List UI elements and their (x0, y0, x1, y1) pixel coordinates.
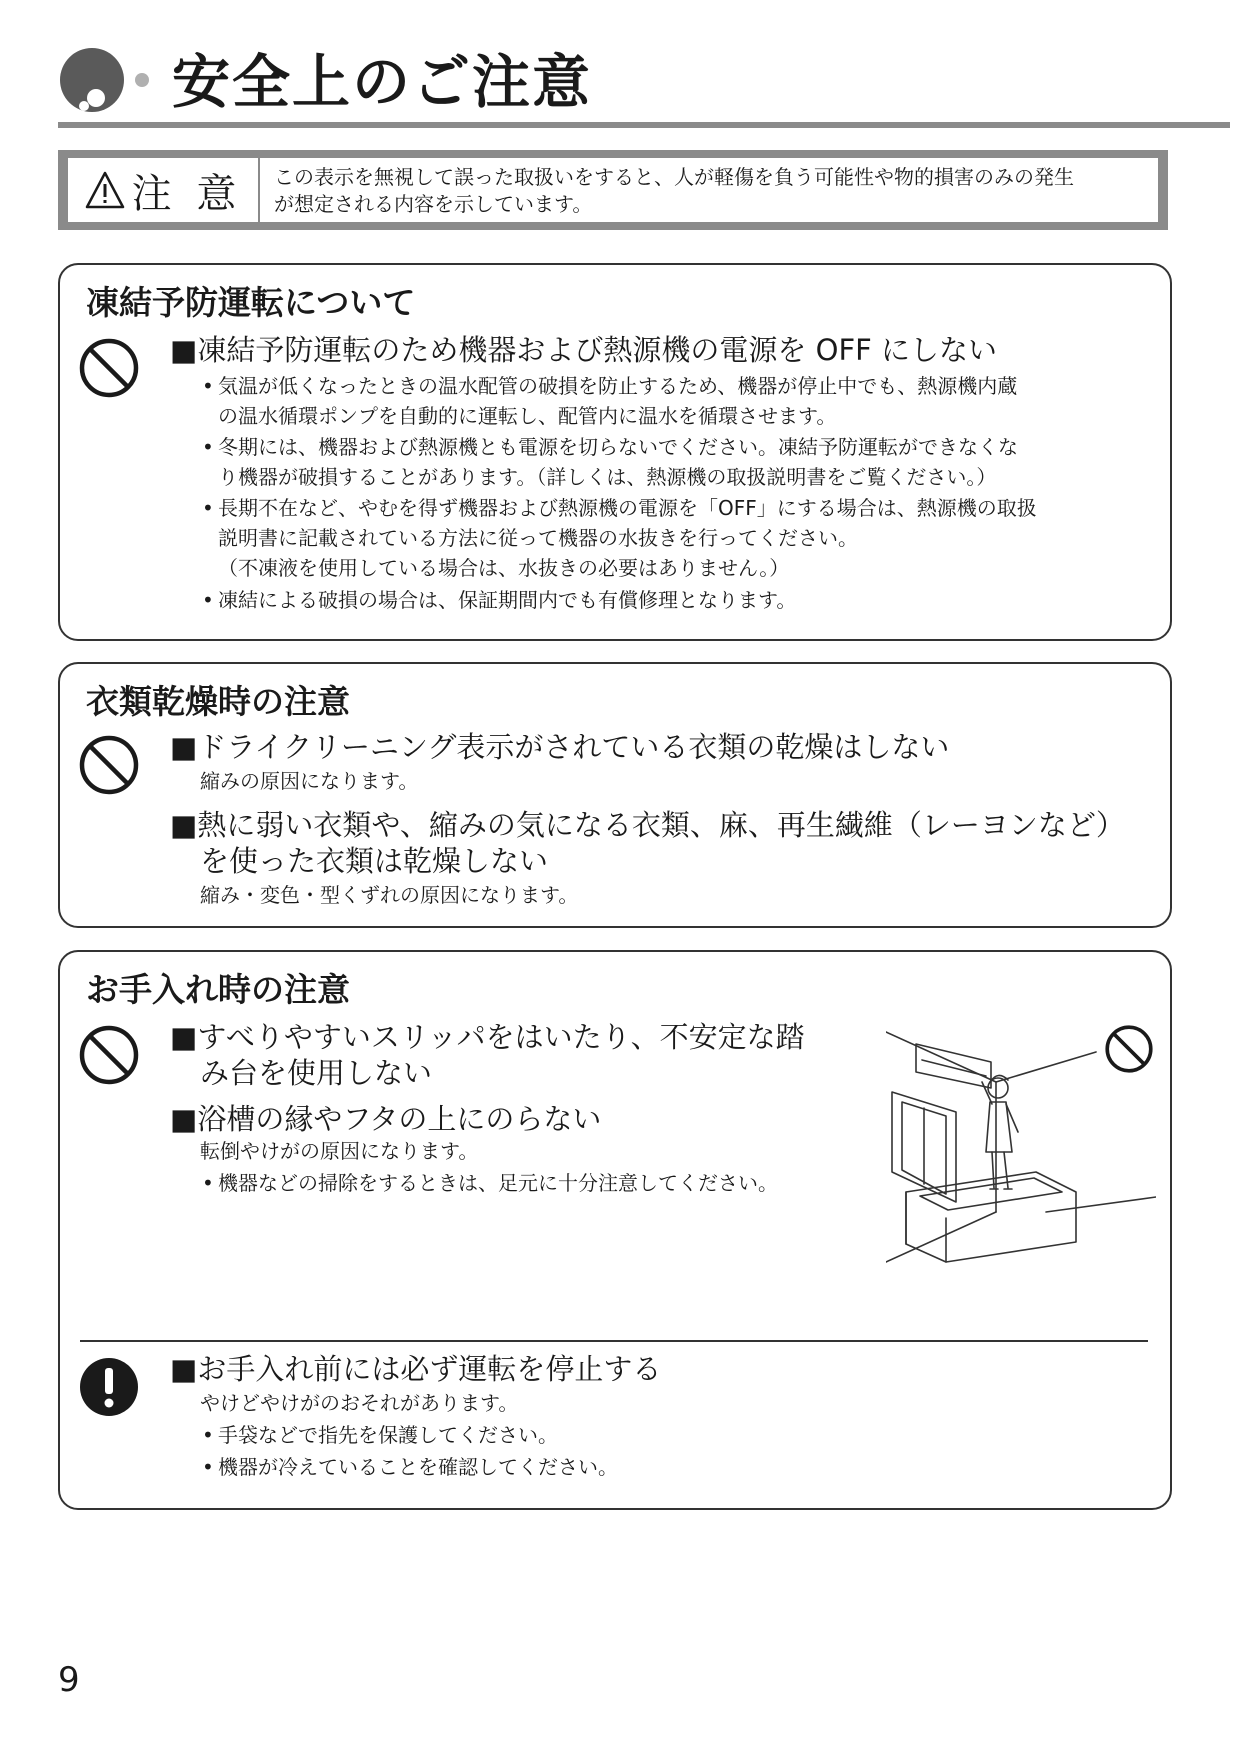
item-heading-continued: み台を使用しない (200, 1056, 433, 1090)
prohibition-icon (78, 1024, 140, 1086)
item-heading: ■浴槽の縁やフタの上にのらない (170, 1102, 602, 1136)
list-item: • 機器が冷えていることを確認してください。 (202, 1455, 618, 1479)
bathroom-illustration (886, 1022, 1156, 1272)
page-number: 9 (58, 1660, 80, 1700)
item-note: やけどやけがのおそれがあります。 (200, 1391, 519, 1415)
item-note: 縮み・変色・型くずれの原因になります。 (200, 883, 579, 907)
item-heading: ■お手入れ前には必ず運転を停止する (170, 1352, 662, 1386)
section-divider (80, 1340, 1148, 1342)
prohibition-icon (78, 734, 140, 796)
caution-description-line: が想定される内容を示しています。 (274, 192, 593, 216)
section-title: お手入れ時の注意 (86, 970, 350, 1009)
list-item: • 長期不在など、やむを得ず機器および熱源機の電源を「OFF」にする場合は、熱源機の取扱 説明書に記載されている方法に従って機器の水抜きを行ってください。 （不凍液を使用している場合は、水抜きの必要はありません。） (202, 496, 1037, 580)
item-heading: ■凍結予防運転のため機器および熱源機の電源を OFF にしない (170, 333, 998, 367)
caution-label (68, 158, 260, 222)
warning-triangle-icon (84, 170, 126, 210)
list-item: • 冬期には、機器および熱源機とも電源を切らないでください。凍結予防運転ができなくな り機器が破損することがあります。（詳しくは、熱源機の取扱説明書をご覧ください。） (202, 435, 1018, 489)
caution-description-line: この表示を無視して誤った取扱いをすると、人が軽傷を負う可能性や物的損害のみの発生 (274, 165, 1074, 189)
section-freeze-prevention (58, 263, 1172, 641)
item-note: 縮みの原因になります。 (200, 769, 419, 793)
caution-label-text: 注 意 (131, 170, 243, 217)
item-heading: ■ドライクリーニング表示がされている衣類の乾燥はしない (170, 730, 950, 764)
section-title: 凍結予防運転について (86, 283, 416, 322)
prohibition-icon (78, 337, 140, 399)
caution-box (58, 150, 1168, 230)
item-heading: ■熱に弱い衣類や、縮みの気になる衣類、麻、再生繊維（レーヨンなど） (170, 808, 1125, 842)
page-title: 安全上のご注意 (172, 48, 593, 116)
header-divider (58, 122, 1230, 128)
item-note: 転倒やけがの原因になります。 (200, 1139, 479, 1163)
item-heading: ■すべりやすいスリッパをはいたり、不安定な踏 (170, 1020, 805, 1054)
list-item: • 凍結による破損の場合は、保証期間内でも有償修理となります。 (202, 588, 797, 612)
list-item: • 気温が低くなったときの温水配管の破損を防止するため、機器が停止中でも、熱源機内蔵 の温水循環ポンプを自動的に運転し、配管内に温水を循環させます。 (202, 374, 1018, 428)
section-clothes-drying (58, 662, 1172, 928)
list-item: • 手袋などで指先を保護してください。 (202, 1423, 558, 1447)
caution-description (260, 158, 1088, 222)
list-item: • 機器などの掃除をするときは、足元に十分注意してください。 (202, 1171, 778, 1195)
mandatory-action-icon (78, 1356, 140, 1418)
item-heading-continued: を使った衣類は乾燥しない (200, 844, 549, 878)
section-title: 衣類乾燥時の注意 (86, 682, 350, 721)
section-logo-icon (58, 40, 154, 120)
section-maintenance (58, 950, 1172, 1510)
